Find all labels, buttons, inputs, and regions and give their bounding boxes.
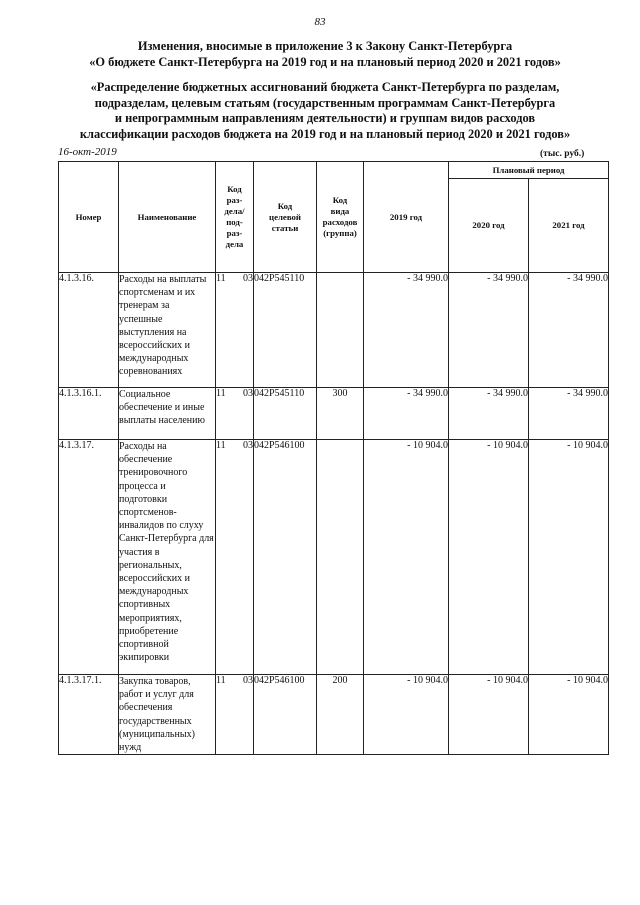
row-target-code: 042P545110: [254, 273, 317, 388]
table-body: [59, 273, 609, 755]
subtitle-line-3: и непрограммным направлениям деятельности) и группам видов расходов: [114, 111, 536, 125]
row-expense-type: [317, 440, 364, 675]
unit-label: (тыс. руб.): [540, 149, 585, 159]
title-line-2: «О бюджете Санкт-Петербурга на 2019 год и на плановый период 2020 и 2021 годов»: [89, 55, 561, 69]
row-section: 11: [216, 675, 226, 686]
subtitle-line-1: «Распределение бюджетных ассигнований бюджета Санкт-Петербурга по разделам,: [90, 80, 560, 94]
row-name: Расходы на выплаты спортсменам и их тренерам за успешные выступления на всероссийских и международных соревнованиях: [119, 273, 216, 388]
row-section-code: [216, 675, 254, 755]
row-number: 4.1.3.16.1.: [59, 388, 119, 440]
header-year-2019: 2019 год: [364, 162, 449, 273]
row-amount-2019: - 10 904.0: [364, 675, 449, 755]
row-amount-2021: - 10 904.0: [529, 675, 609, 755]
row-expense-type: [317, 273, 364, 388]
header-name: Наименование: [119, 162, 216, 273]
row-amount-2020: - 34 990.0: [449, 273, 529, 388]
row-number: 4.1.3.17.: [59, 440, 119, 675]
table-row: [59, 675, 609, 755]
row-target-code: 042P545110: [254, 388, 317, 440]
budget-table: [58, 161, 609, 755]
row-section: 11: [216, 388, 226, 399]
header-expense-type: Код вида расходов (группа): [317, 162, 364, 273]
header-target-code: Код целевой статьи: [254, 162, 317, 273]
header-year-2020: 2020 год: [449, 179, 529, 273]
document-date: 16-окт-2019: [58, 146, 117, 158]
table-row: [59, 440, 609, 675]
row-amount-2019: - 34 990.0: [364, 273, 449, 388]
row-expense-type: 300: [317, 388, 364, 440]
row-number: 4.1.3.17.1.: [59, 675, 119, 755]
row-amount-2021: - 34 990.0: [529, 273, 609, 388]
row-subsection: 03: [243, 388, 253, 399]
row-section: 11: [216, 440, 226, 451]
row-name: Социальное обеспечение и иные выплаты населению: [119, 388, 216, 440]
table-row: [59, 388, 609, 440]
header-year-2021: 2021 год: [529, 179, 609, 273]
row-name: Закупка товаров, работ и услуг для обеспечения государственных (муниципальных) нужд: [119, 675, 216, 755]
row-amount-2020: - 34 990.0: [449, 388, 529, 440]
appendix-title: [40, 80, 610, 142]
subtitle-line-4: классификации расходов бюджета на 2019 год и на плановый период 2020 и 2021 годов»: [79, 126, 571, 141]
table-header: [59, 162, 609, 273]
row-target-code: 042P546100: [254, 440, 317, 675]
row-subsection: 03: [243, 440, 253, 451]
table-row: [59, 273, 609, 388]
row-amount-2021: - 10 904.0: [529, 440, 609, 675]
row-section-code: [216, 273, 254, 388]
page-number: 83: [314, 16, 326, 28]
document-title: [40, 38, 610, 70]
header-section-code: Код раз- дела/ под- раз- дела: [216, 162, 254, 273]
row-amount-2020: - 10 904.0: [449, 675, 529, 755]
row-name: Расходы на обеспечение тренировочного процесса и подготовки спортсменов-инвалидов по слуху Санкт-Петербурга для участия в региональных, всероссийских и международных спортивных мероприятиях, приобретение спортивной экипировки: [119, 440, 216, 675]
header-plan-period: Плановый период: [449, 162, 609, 179]
row-amount-2021: - 34 990.0: [529, 388, 609, 440]
row-amount-2019: - 10 904.0: [364, 440, 449, 675]
title-line-1: Изменения, вносимые в приложение 3 к Закону Санкт-Петербурга: [137, 39, 513, 53]
row-subsection: 03: [243, 675, 253, 686]
header-number: Номер: [59, 162, 119, 273]
row-number: 4.1.3.16.: [59, 273, 119, 388]
row-amount-2020: - 10 904.0: [449, 440, 529, 675]
row-section-code: [216, 388, 254, 440]
row-section: 11: [216, 273, 226, 284]
subtitle-line-2: подразделам, целевым статьям (государственным программам Санкт-Петербурга: [94, 95, 556, 110]
row-subsection: 03: [243, 273, 253, 284]
row-target-code: 042P546100: [254, 675, 317, 755]
row-section-code: [216, 440, 254, 675]
row-amount-2019: - 34 990.0: [364, 388, 449, 440]
row-expense-type: 200: [317, 675, 364, 755]
